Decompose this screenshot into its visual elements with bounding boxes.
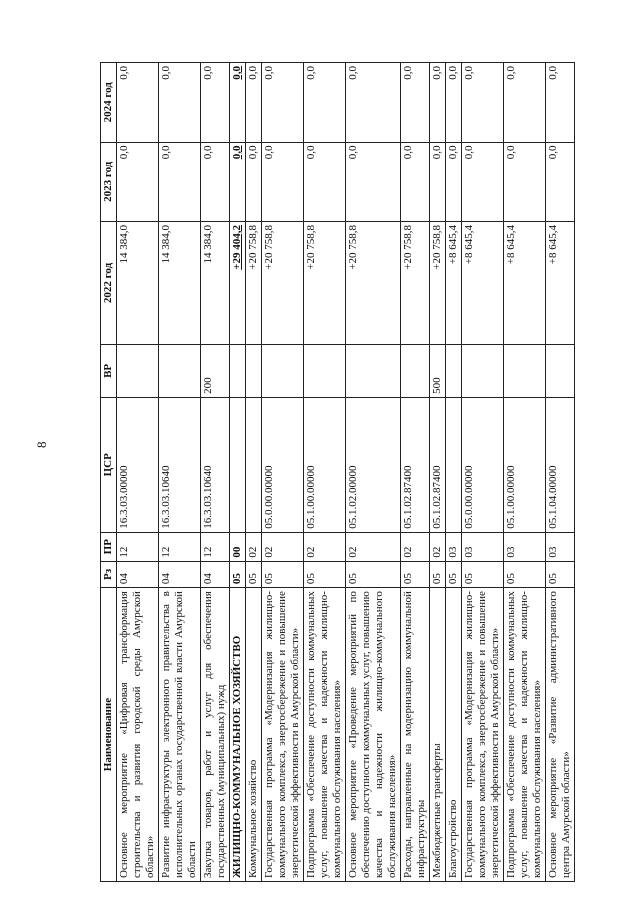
header-2023: 2023 год bbox=[101, 142, 117, 221]
cell-2024: 0,0 bbox=[462, 63, 504, 143]
header-pr: ПР bbox=[101, 532, 117, 561]
cell-vr bbox=[462, 344, 504, 397]
cell-rz: 05 bbox=[262, 561, 304, 587]
table-row bbox=[401, 63, 430, 882]
cell-2023: 0,0 bbox=[159, 142, 201, 221]
cell-pr: 03 bbox=[546, 532, 575, 561]
table-row bbox=[246, 63, 262, 882]
cell-2022: +8 645,4 bbox=[504, 222, 546, 345]
cell-2022: +8 645,4 bbox=[446, 222, 462, 345]
cell-pr: 12 bbox=[201, 532, 230, 561]
cell-2024: 0,0 bbox=[230, 63, 246, 143]
cell-vr bbox=[230, 344, 246, 397]
budget-table bbox=[100, 62, 575, 882]
cell-2024: 0,0 bbox=[262, 63, 304, 143]
cell-pr: 02 bbox=[430, 532, 446, 561]
cell-name: ЖИЛИЩНО-КОММУНАЛЬНОЕ ХОЗЯЙСТВО bbox=[230, 588, 246, 882]
cell-vr bbox=[117, 344, 159, 397]
cell-2024: 0,0 bbox=[346, 63, 401, 143]
cell-2022: +29 404,2 bbox=[230, 222, 246, 345]
rotated-page-content bbox=[100, 62, 575, 882]
cell-name: Основное мероприятие «Развитие административного центра Амурской области» bbox=[546, 588, 575, 882]
cell-name: Государственная программа «Модернизация жилищно-коммунального комплекса, энергосбережение и повышение энергетической эффективности в Амурской области» bbox=[262, 588, 304, 882]
cell-2022: +20 758,8 bbox=[246, 222, 262, 345]
cell-vr bbox=[546, 344, 575, 397]
cell-2022: 14 384,0 bbox=[117, 222, 159, 345]
cell-2022: 14 384,0 bbox=[201, 222, 230, 345]
cell-2024: 0,0 bbox=[446, 63, 462, 143]
table-row bbox=[304, 63, 346, 882]
table-row bbox=[462, 63, 504, 882]
cell-csr: 05.0.00.00000 bbox=[262, 397, 304, 532]
cell-pr: 02 bbox=[262, 532, 304, 561]
cell-csr: 05.0.00.00000 bbox=[462, 397, 504, 532]
cell-vr bbox=[262, 344, 304, 397]
header-vr: ВР bbox=[101, 344, 117, 397]
cell-2024: 0,0 bbox=[304, 63, 346, 143]
table-row bbox=[346, 63, 401, 882]
cell-2024: 0,0 bbox=[504, 63, 546, 143]
cell-pr: 03 bbox=[446, 532, 462, 561]
cell-rz: 05 bbox=[446, 561, 462, 587]
table-row bbox=[546, 63, 575, 882]
cell-2023: 0,0 bbox=[117, 142, 159, 221]
cell-csr: 05.1.00.00000 bbox=[304, 397, 346, 532]
cell-name: Расходы, направленные на модернизацию коммунальной инфраструктуры bbox=[401, 588, 430, 882]
cell-vr: 500 bbox=[430, 344, 446, 397]
cell-2024: 0,0 bbox=[246, 63, 262, 143]
cell-name: Основное мероприятие «Цифровая трансформация строительства и развития городской среды Амурской области» bbox=[117, 588, 159, 882]
cell-name: Благоустройство bbox=[446, 588, 462, 882]
cell-rz: 05 bbox=[401, 561, 430, 587]
cell-vr bbox=[159, 344, 201, 397]
table-row bbox=[201, 63, 230, 882]
cell-pr: 02 bbox=[346, 532, 401, 561]
cell-pr: 02 bbox=[246, 532, 262, 561]
cell-2022: +20 758,8 bbox=[262, 222, 304, 345]
header-2024: 2024 год bbox=[101, 63, 117, 143]
cell-2024: 0,0 bbox=[159, 63, 201, 143]
cell-name: Развитие инфраструктуры электронного правительства в исполнительных органах государственной власти Амурской области bbox=[159, 588, 201, 882]
cell-csr: 16.3.03.10640 bbox=[159, 397, 201, 532]
cell-2024: 0,0 bbox=[401, 63, 430, 143]
cell-2022: 14 384,0 bbox=[159, 222, 201, 345]
table-row bbox=[159, 63, 201, 882]
cell-pr: 03 bbox=[462, 532, 504, 561]
cell-2023: 0,0 bbox=[401, 142, 430, 221]
cell-csr: 05.1.00.00000 bbox=[504, 397, 546, 532]
cell-vr bbox=[346, 344, 401, 397]
header-rz: Рз bbox=[101, 561, 117, 587]
cell-rz: 04 bbox=[159, 561, 201, 587]
cell-csr: 05.1.02.87400 bbox=[430, 397, 446, 532]
cell-vr bbox=[401, 344, 430, 397]
table-row bbox=[230, 63, 246, 882]
cell-name: Государственная программа «Модернизация жилищно-коммунального комплекса, энергосбережение и повышение энергетической эффективности в Амурской области» bbox=[462, 588, 504, 882]
cell-2022: +8 645,4 bbox=[546, 222, 575, 345]
cell-2023: 0,0 bbox=[304, 142, 346, 221]
cell-pr: 02 bbox=[304, 532, 346, 561]
cell-rz: 04 bbox=[117, 561, 159, 587]
cell-2022: +20 758,8 bbox=[401, 222, 430, 345]
cell-csr bbox=[246, 397, 262, 532]
table-row bbox=[262, 63, 304, 882]
cell-rz: 05 bbox=[304, 561, 346, 587]
page-number: 8 bbox=[34, 441, 49, 448]
cell-2022: +20 758,8 bbox=[304, 222, 346, 345]
table-row bbox=[117, 63, 159, 882]
cell-2023: 0,0 bbox=[504, 142, 546, 221]
cell-rz: 05 bbox=[546, 561, 575, 587]
cell-2024: 0,0 bbox=[117, 63, 159, 143]
cell-name: Основное мероприятие «Проведение мероприятий по обеспечению доступности коммунальных услуг, повышению качества и надежности жилищно-коммунального обслуживания населения» bbox=[346, 588, 401, 882]
cell-pr: 03 bbox=[504, 532, 546, 561]
table-header-row bbox=[101, 63, 117, 882]
table-row bbox=[504, 63, 546, 882]
cell-rz: 05 bbox=[246, 561, 262, 587]
table-row bbox=[430, 63, 446, 882]
header-csr: ЦСР bbox=[101, 397, 117, 532]
cell-2024: 0,0 bbox=[546, 63, 575, 143]
cell-2023: 0,0 bbox=[446, 142, 462, 221]
table-row bbox=[446, 63, 462, 882]
header-2022: 2022 год bbox=[101, 222, 117, 345]
cell-name: Закупка товаров, работ и услуг для обеспечения государственных (муниципальных) нужд bbox=[201, 588, 230, 882]
cell-csr: 16.3.03.00000 bbox=[117, 397, 159, 532]
cell-csr: 05.1.04.00000 bbox=[546, 397, 575, 532]
cell-2023: 0,0 bbox=[201, 142, 230, 221]
cell-pr: 00 bbox=[230, 532, 246, 561]
cell-rz: 04 bbox=[201, 561, 230, 587]
cell-rz: 05 bbox=[504, 561, 546, 587]
cell-2023: 0,0 bbox=[230, 142, 246, 221]
cell-2023: 0,0 bbox=[546, 142, 575, 221]
cell-vr bbox=[304, 344, 346, 397]
cell-name: Коммунальное хозяйство bbox=[246, 588, 262, 882]
cell-2023: 0,0 bbox=[462, 142, 504, 221]
cell-2023: 0,0 bbox=[430, 142, 446, 221]
header-name: Наименование bbox=[101, 588, 117, 882]
cell-csr: 05.1.02.87400 bbox=[401, 397, 430, 532]
cell-vr bbox=[446, 344, 462, 397]
cell-csr: 05.1.02.00000 bbox=[346, 397, 401, 532]
cell-2022: +20 758,8 bbox=[430, 222, 446, 345]
cell-rz: 05 bbox=[462, 561, 504, 587]
cell-name: Межбюджетные трансферты bbox=[430, 588, 446, 882]
cell-csr bbox=[446, 397, 462, 532]
cell-2022: +8 645,4 bbox=[462, 222, 504, 345]
cell-name: Подпрограмма «Обеспечение доступности коммунальных услуг, повышение качества и надежности жилищно-коммунального обслуживания населения» bbox=[304, 588, 346, 882]
cell-2023: 0,0 bbox=[346, 142, 401, 221]
table-body bbox=[117, 63, 575, 882]
cell-vr bbox=[504, 344, 546, 397]
cell-vr bbox=[246, 344, 262, 397]
cell-csr bbox=[230, 397, 246, 532]
cell-2024: 0,0 bbox=[201, 63, 230, 143]
cell-pr: 12 bbox=[159, 532, 201, 561]
cell-name: Подпрограмма «Обеспечение доступности коммунальных услуг, повышение качества и надежности жилищно-коммунального обслуживания населения» bbox=[504, 588, 546, 882]
cell-rz: 05 bbox=[430, 561, 446, 587]
cell-2024: 0,0 bbox=[430, 63, 446, 143]
cell-rz: 05 bbox=[346, 561, 401, 587]
cell-pr: 12 bbox=[117, 532, 159, 561]
cell-vr: 200 bbox=[201, 344, 230, 397]
cell-csr: 16.3.03.10640 bbox=[201, 397, 230, 532]
cell-pr: 02 bbox=[401, 532, 430, 561]
cell-rz: 05 bbox=[230, 561, 246, 587]
cell-2022: +20 758,8 bbox=[346, 222, 401, 345]
cell-2023: 0,0 bbox=[262, 142, 304, 221]
cell-2023: 0,0 bbox=[246, 142, 262, 221]
